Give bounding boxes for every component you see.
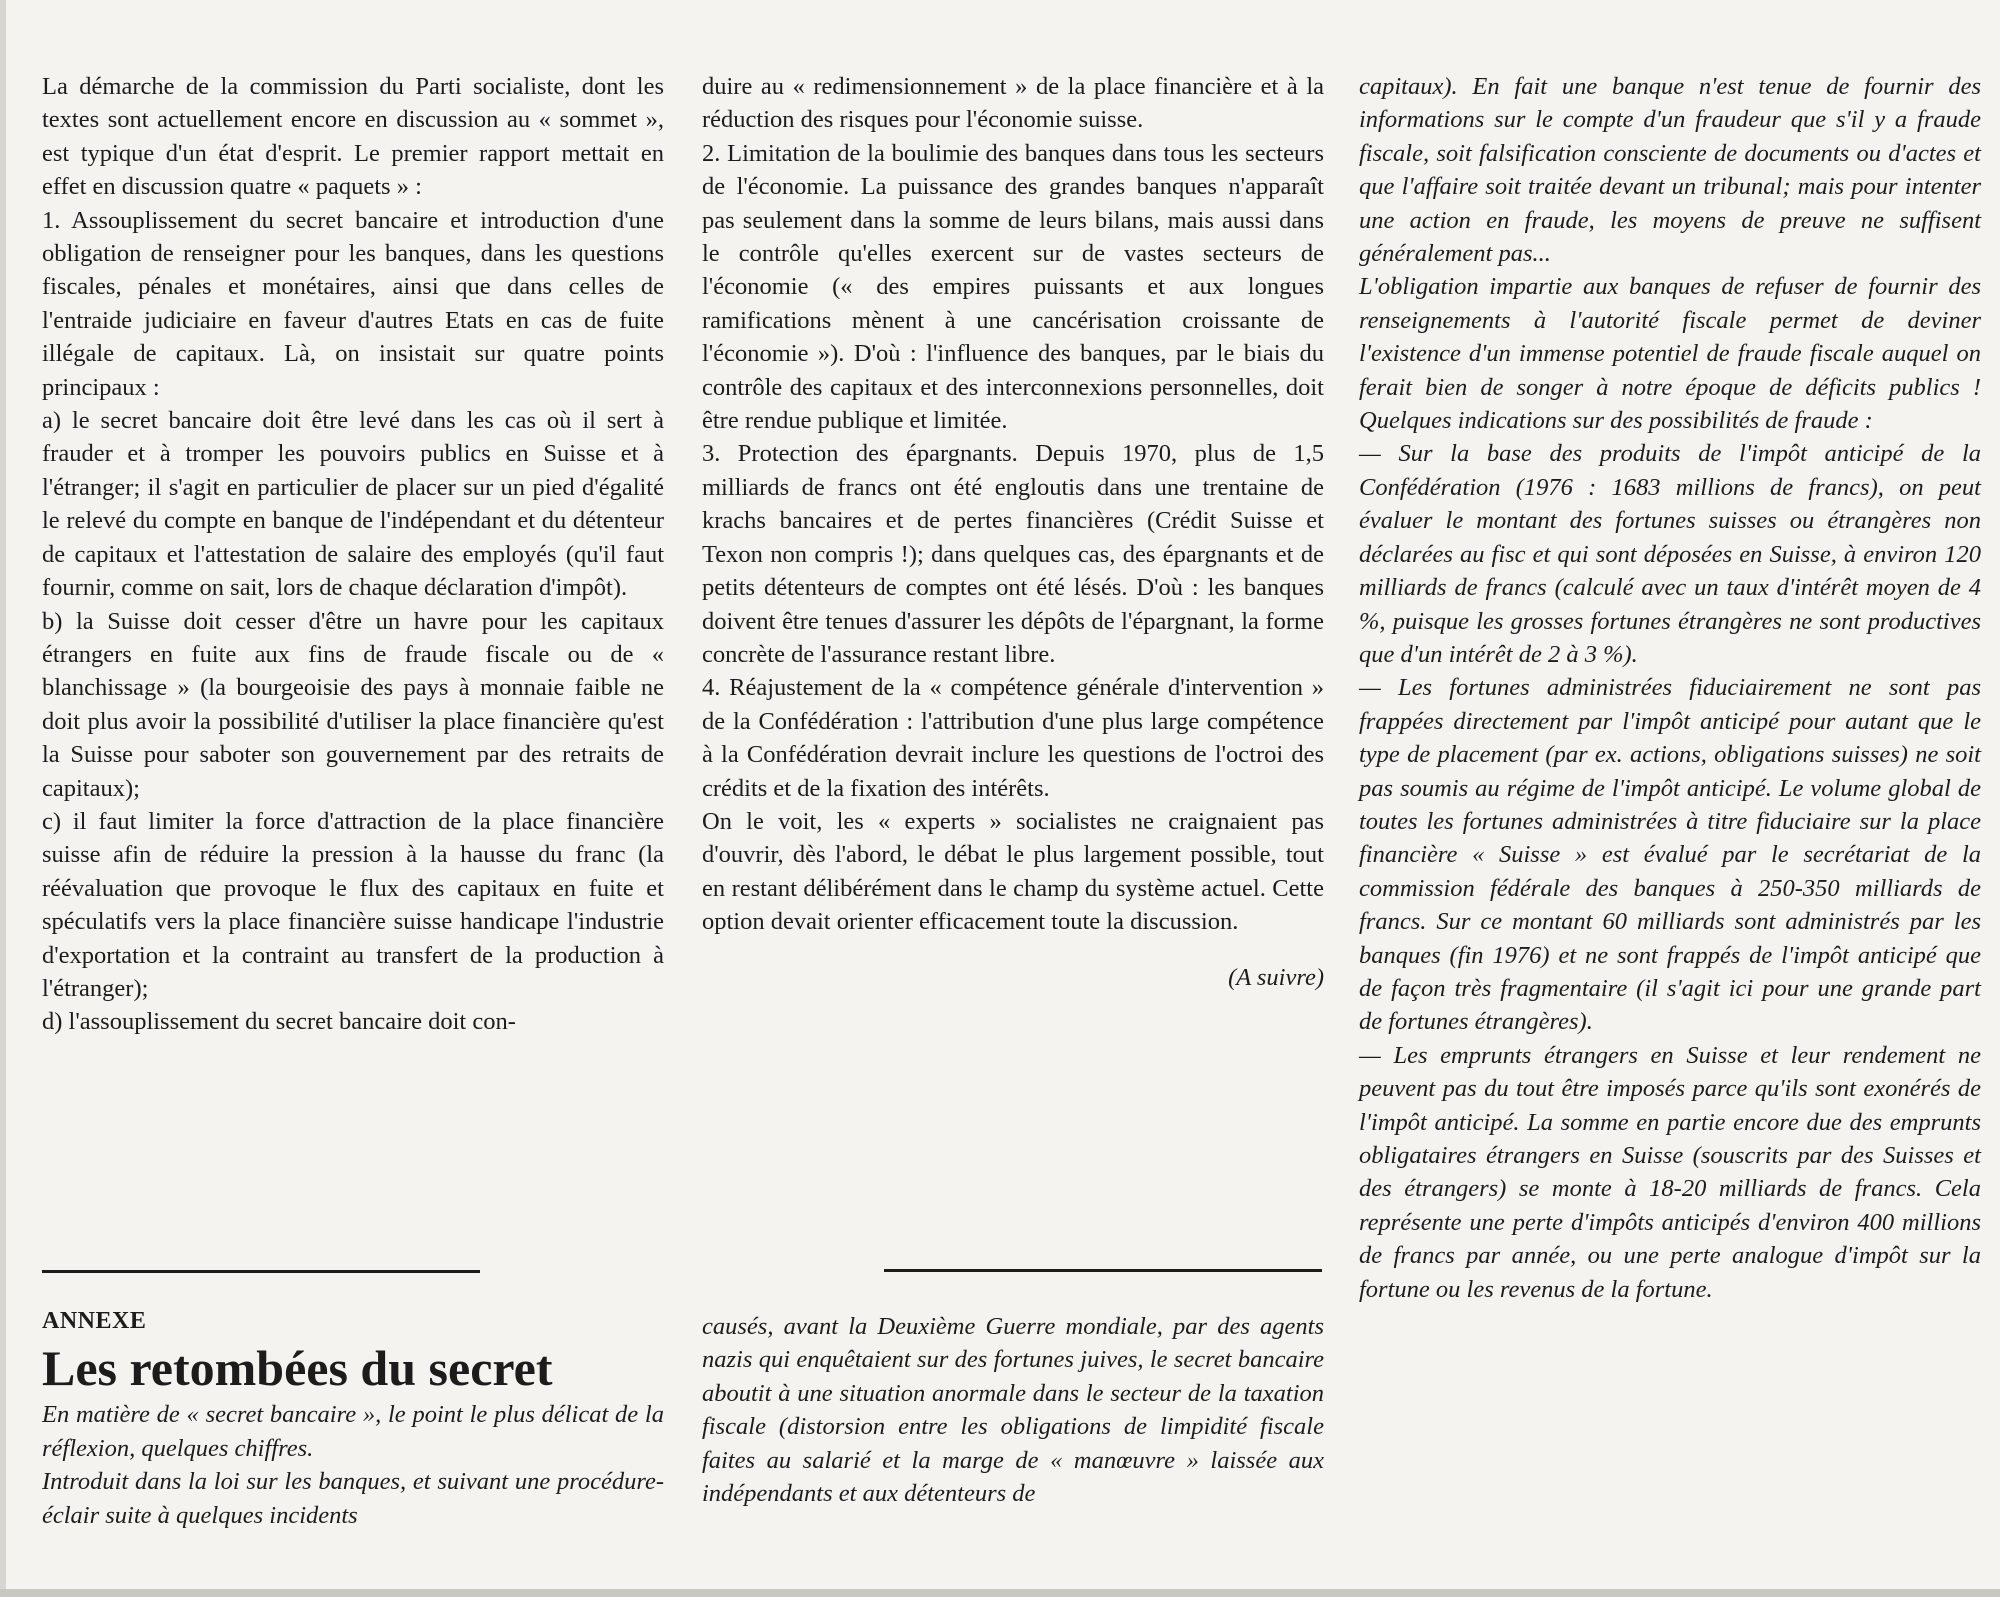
annexe-column-2 [702,1310,1324,1510]
annexe-label: ANNEXE [42,1308,147,1334]
paragraph: c) il faut limiter la force d'attraction de la place financière suisse afin de réduire la pression à la hausse du franc (la réévaluation que provoque le flux des capitaux en fuite et spéculatifs vers la place financière suisse handicape l'industrie d'exportation et la contraint au transfert de la production à l'étranger); [42,807,664,1002]
paragraph: b) la Suisse doit cesser d'être un havre pour les capitaux étrangers en fuite aux fins de fraude fiscale ou de « blanchissage » (la bourgeoisie des pays à monnaie faible ne doit plus avoir la possibilité d'utiliser la place financière qu'est la Suisse pour saboter son gouvernement par des retraits de capitaux); [42,607,664,802]
paragraph: — Les emprunts étrangers en Suisse et leur rendement ne peuvent pas du tout être imposés parce qu'ils sont exonérés de l'impôt anticipé. La somme en partie encore due des emprunts obligataires étrangers en Suisse (souscrits par des Suisses et des étrangers) se monte à 18-20 milliards de francs. Cela représente une perte d'impôts anticipés d'environ 400 millions de francs par année, ou une perte analogue d'impôt sur la fortune ou les revenus de la fortune. [1359,1041,1981,1303]
paragraph: L'obligation impartie aux banques de refuser de fournir des renseignements à l'autorité fiscale permet de deviner l'existence d'un immense potentiel de fraude fiscale auquel on ferait bien de songer à notre époque de déficits publics ! Quelques indications sur des possibilités de fraude : [1359,273,1981,435]
paragraph: 1. Assouplissement du secret bancaire et introduction d'une obligation de renseigner pour les banques, dans les questions fiscales, pénales et monétaires, ainsi que dans celles de l'entraide judiciaire en faveur d'autres Etats en cas de fuite illégale de capitaux. Là, on insistait sur quatre points principaux : [42,206,664,401]
paragraph: 4. Réajustement de la « compétence générale d'intervention » de la Confédération : l'attribution d'une plus large compétence à la Confédération devrait inclure les questions de l'octroi des crédits et de la fixation des intérêts. [702,674,1324,802]
paragraph: 3. Protection des épargnants. Depuis 1970, plus de 1,5 milliards de francs ont été engloutis dans une trentaine de krachs bancaires et de pertes financières (Crédit Suisse et Texon non compris !); dans quelques cas, des épargnants et de petits détenteurs de comptes ont été lésés. D'où : les banques doivent être tenues d'assurer les dépôts de l'épargnant, la forme concrète de l'assurance restant libre. [702,440,1324,668]
section-divider [884,1269,1322,1272]
annexe-section [42,1305,664,1532]
column-3 [1359,70,1981,1306]
scan-edge-left [0,0,6,1597]
annexe-title: Les retombées du secret [42,1340,553,1397]
paragraph: — Les fortunes administrées fiduciairement ne sont pas frappées directement par l'impôt anticipé pour autant que le type de placement (par ex. actions, obligations suisses) ne soit pas soumis au régime de l'impôt anticipé. Le volume global de toutes les fortunes administrées à titre fiduciaire sur la place financière « Suisse » est évalué par le secrétariat de la commission fédérale des banques à 250-350 milliards de francs. Sur ce montant 60 milliards sont administrés par les banques (fin 1976) et ne sont frappés de l'impôt anticipé que de façon très fragmentaire (il s'agit ici pour une grande part de fortunes étrangères). [1359,674,1981,1036]
paragraph: 2. Limitation de la boulimie des banques dans tous les secteurs de l'économie. La puissance des grandes banques n'apparaît pas seulement dans la somme de leurs bilans, mais aussi dans le contrôle qu'elles exercent sur de vastes secteurs de l'économie (« des empires puissants et aux longues ramifications mènent à une cancérisation croissante de l'économie »). D'où : l'influence des banques, par le biais du contrôle des capitaux et des interconnexions personnelles, doit être rendue publique et limitée. [702,139,1324,435]
paragraph: capitaux). En fait une banque n'est tenue de fournir des informations sur le compte d'un fraudeur que s'il y a fraude fiscale, soit falsification consciente de documents ou d'actes et que l'affaire soit traitée devant un tribunal; mais pour intenter une action en fraude, les moyens de preuve ne suffisent généralement pas... [1359,73,1981,268]
column-1 [42,70,664,1039]
column-2 [702,70,1324,994]
paragraph: duire au « redimensionnement » de la place financière et à la réduction des risques pour l'économie suisse. [702,73,1324,134]
paragraph: On le voit, les « experts » socialistes ne craignaient pas d'ouvrir, dès l'abord, le débat le plus largement possible, tout en restant délibérément dans le champ du système actuel. Cette option devait orienter efficacement toute la discussion. [702,807,1324,936]
paragraph: La démarche de la commission du Parti socialiste, dont les textes sont actuellement encore en discussion au « sommet », est typique d'un état d'esprit. Le premier rapport mettait en effet en discussion quatre « paquets » : [42,73,664,201]
scan-edge-bottom [0,1589,2000,1597]
paragraph: a) le secret bancaire doit être levé dans les cas où il sert à frauder et à tromper les pouvoirs publics en Suisse et à l'étranger; il s'agit en particulier de placer sur un pied d'égalité le relevé du compte en banque de l'indépendant et du détenteur de capitaux et l'attestation de salaire des employés (qu'il faut fournir, comme on sait, lors de chaque déclaration d'impôt). [42,407,664,602]
paragraph: causés, avant la Deuxième Guerre mondiale, par des agents nazis qui enquêtaient sur des fortunes juives, le secret bancaire aboutit à une situation anormale dans le secteur de la taxation fiscale (distorsion entre les obligations de limpidité fiscale faites au salarié et la marge de « manœuvre » laissée aux indépendants et aux détenteurs de [702,1313,1324,1508]
section-divider [42,1270,480,1273]
annexe-lead: En matière de « secret bancaire », le point le plus délicat de la réflexion, quelques chiffres. [42,1401,664,1462]
annexe-intro: Introduit dans la loi sur les banques, et suivant une procédure-éclair suite à quelques incidents [42,1468,664,1529]
paragraph: — Sur la base des produits de l'impôt anticipé de la Confédération (1976 : 1683 millions de francs), on peut évaluer le montant des fortunes suisses ou étrangères non déclarées au fisc et qui sont déposées en Suisse, à environ 120 milliards de francs (calculé avec un taux d'intérêt moyen de 4 %, puisque les grosses fortunes étrangères ne sont productives que d'un intérêt de 2 à 3 %). [1359,440,1981,668]
paragraph: d) l'assouplissement du secret bancaire doit con- [42,1008,516,1036]
to-be-continued: (A suivre) [1228,963,1324,991]
